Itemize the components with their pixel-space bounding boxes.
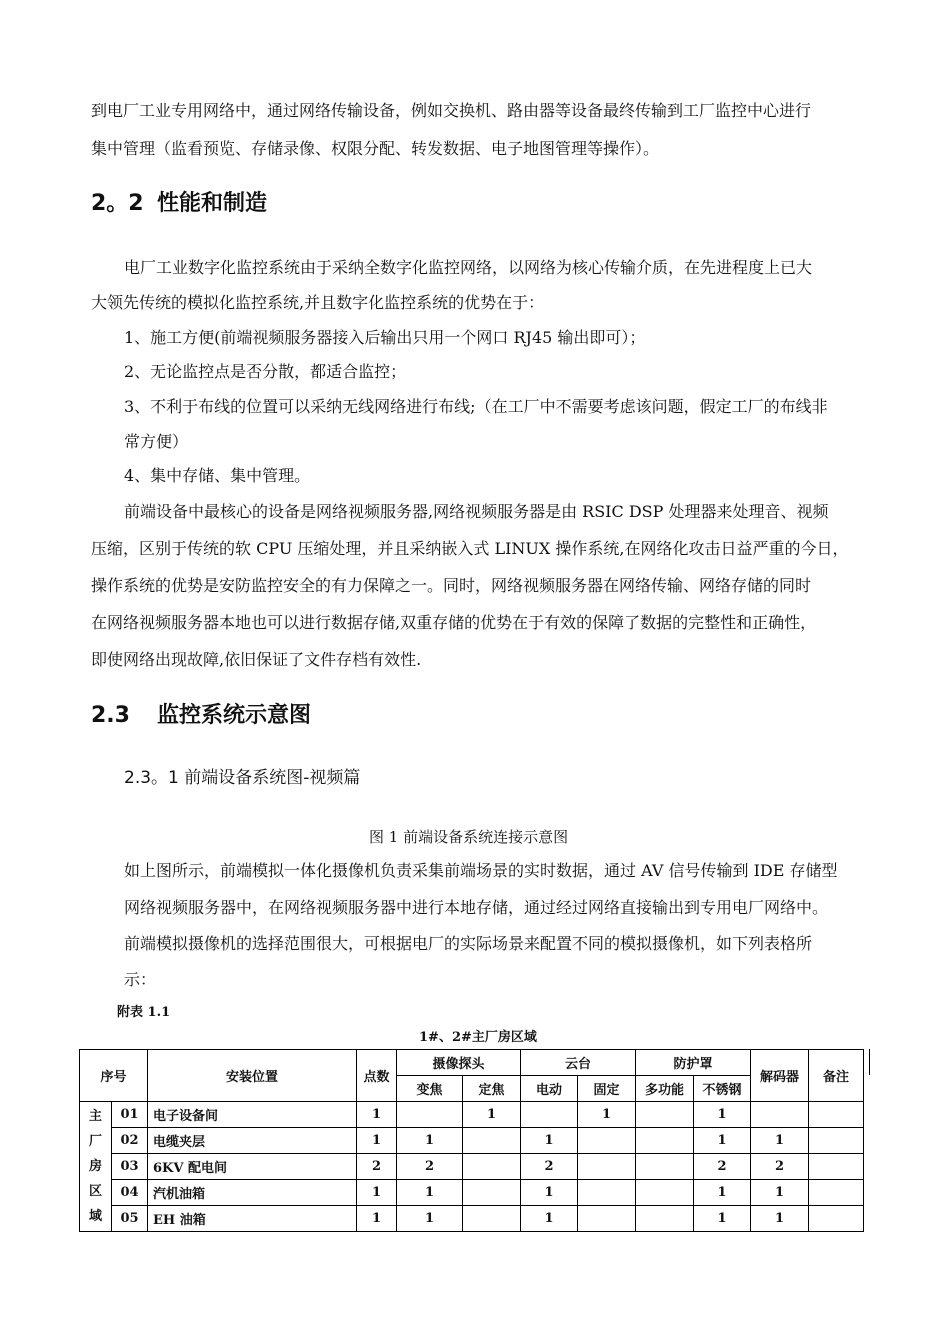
header-location: 安装位置 <box>148 1050 357 1102</box>
header-seq: 序号 <box>80 1050 148 1102</box>
paragraph-line: 网络视频服务器中，在网络视频服务器中进行本地存储，通过经过网络直接输出到专用电厂网络中。 <box>124 898 829 917</box>
paragraph-line: 操作系统的优势是安防监控安全的有力保障之一。同时，网络视频服务器在网络传输、网络存储的同时 <box>91 576 812 595</box>
header-ptz-fixed: 固定 <box>578 1076 636 1102</box>
cell-remark <box>809 1206 864 1232</box>
cell-steel: 2 <box>694 1154 751 1180</box>
table-row <box>80 1180 864 1206</box>
list-item: 4、集中存储、集中管理。 <box>124 466 311 485</box>
cell-multi <box>636 1154 694 1180</box>
cell-remark <box>809 1102 864 1128</box>
section-title: 监控系统示意图 <box>157 703 312 728</box>
header-decoder: 解码器 <box>751 1050 809 1102</box>
cell-decoder: 1 <box>751 1180 809 1206</box>
cell-decoder: 1 <box>751 1206 809 1232</box>
region-char: 主 <box>88 1109 102 1124</box>
region-char: 域 <box>88 1209 102 1224</box>
cell-points: 1 <box>357 1102 397 1128</box>
cell-decoder: 1 <box>751 1128 809 1154</box>
cell-fixed <box>463 1128 521 1154</box>
cell-fixed <box>463 1180 521 1206</box>
cell-steel: 1 <box>694 1206 751 1232</box>
region-char: 厂 <box>88 1134 102 1149</box>
cell-points: 1 <box>357 1128 397 1154</box>
header-housing-multi: 多功能 <box>636 1076 694 1102</box>
cell-steel: 1 <box>694 1102 751 1128</box>
table-title: 1#、2#主厂房区域 <box>419 1030 537 1045</box>
cell-decoder: 2 <box>751 1154 809 1180</box>
cell-electric <box>521 1102 578 1128</box>
cell-multi <box>636 1180 694 1206</box>
cell-no: 05 <box>112 1206 148 1232</box>
cell-remark <box>809 1180 864 1206</box>
cell-points: 1 <box>357 1206 397 1232</box>
cell-fixed <box>463 1206 521 1232</box>
figure-caption: 图 1 前端设备系统连接示意图 <box>369 828 569 846</box>
cell-fixed: 1 <box>463 1102 521 1128</box>
table-row <box>80 1102 864 1128</box>
cell-electric: 1 <box>521 1206 578 1232</box>
region-char: 区 <box>88 1184 102 1199</box>
paragraph-line: 前端设备中最核心的设备是网络视频服务器,网络视频服务器是由 RSIC DSP 处理器来处理音、视频 <box>124 502 829 521</box>
cell-ptz-fixed: 1 <box>578 1102 636 1128</box>
header-camera-fixed: 定焦 <box>463 1076 521 1102</box>
table-row <box>80 1154 864 1180</box>
cell-location: 汽机油箱 <box>148 1180 357 1206</box>
table-row <box>80 1128 864 1154</box>
cell-steel: 1 <box>694 1128 751 1154</box>
paragraph-line: 集中管理（监看预览、存储录像、权限分配、转发数据、电子地图管理等操作）。 <box>91 139 660 158</box>
paragraph-line: 在网络视频服务器本地也可以进行数据存储,双重存储的优势在于有效的保障了数据的完整性和正确性， <box>91 613 817 632</box>
header-camera-zoom: 变焦 <box>397 1076 463 1102</box>
cell-remark <box>809 1128 864 1154</box>
cell-multi <box>636 1206 694 1232</box>
table-row <box>80 1206 864 1232</box>
cell-location: EH 油箱 <box>148 1206 357 1232</box>
header-camera: 摄像探头 <box>397 1050 521 1076</box>
section-title: 性能和制造 <box>157 191 268 216</box>
section-number: 2。2 <box>91 191 144 216</box>
cell-zoom: 1 <box>397 1180 463 1206</box>
cell-decoder <box>751 1102 809 1128</box>
header-points: 点数 <box>357 1050 397 1102</box>
cell-no: 04 <box>112 1180 148 1206</box>
cell-points: 1 <box>357 1180 397 1206</box>
cell-location: 6KV 配电间 <box>148 1154 357 1180</box>
cell-zoom: 1 <box>397 1128 463 1154</box>
cell-electric: 1 <box>521 1128 578 1154</box>
cell-ptz-fixed <box>578 1206 636 1232</box>
cell-no: 03 <box>112 1154 148 1180</box>
cell-ptz-fixed <box>578 1128 636 1154</box>
paragraph-line: 示： <box>124 970 157 989</box>
list-item: 1、施工方便(前端视频服务器接入后输出只用一个网口 RJ45 输出即可）； <box>124 328 646 347</box>
paragraph-line: 大领先传统的模拟化监控系统,并且数字化监控系统的优势在于： <box>91 293 545 312</box>
cell-multi <box>636 1128 694 1154</box>
cell-zoom: 1 <box>397 1206 463 1232</box>
cell-location: 电缆夹层 <box>148 1128 357 1154</box>
paragraph-line: 压缩，区别于传统的软 CPU 压缩处理，并且采纳嵌入式 LINUX 操作系统,在网络化攻击日益严重的今日， <box>91 539 849 558</box>
cell-electric: 2 <box>521 1154 578 1180</box>
cell-points: 2 <box>357 1154 397 1180</box>
cell-remark <box>809 1154 864 1180</box>
section-heading-2-2 <box>91 190 267 218</box>
cell-multi <box>636 1102 694 1128</box>
header-ptz: 云台 <box>521 1050 636 1076</box>
paragraph-line: 即使网络出现故障,依旧保证了文件存档有效性. <box>91 650 422 669</box>
table-label: 附表 1.1 <box>117 1005 171 1020</box>
cell-steel: 1 <box>694 1180 751 1206</box>
header-housing-steel: 不锈钢 <box>694 1076 751 1102</box>
cell-electric: 1 <box>521 1180 578 1206</box>
cell-no: 01 <box>112 1102 148 1128</box>
cell-location: 电子设备间 <box>148 1102 357 1128</box>
cell-fixed <box>463 1154 521 1180</box>
cell-zoom: 2 <box>397 1154 463 1180</box>
region-cell <box>80 1102 112 1232</box>
region-char: 房 <box>88 1159 102 1174</box>
table-border-fragment <box>869 1049 870 1075</box>
list-item: 2、无论监控点是否分散，都适合监控； <box>124 362 407 381</box>
list-item: 常方便） <box>124 432 189 451</box>
paragraph-line: 如上图所示，前端模拟一体化摄像机负责采集前端场景的实时数据，通过 AV 信号传输到 IDE 存储型 <box>124 861 838 880</box>
cell-no: 02 <box>112 1128 148 1154</box>
cell-ptz-fixed <box>578 1180 636 1206</box>
cell-ptz-fixed <box>578 1154 636 1180</box>
subsection-heading: 2.3。1 前端设备系统图-视频篇 <box>124 768 361 788</box>
cell-zoom <box>397 1102 463 1128</box>
list-item: 3、不利于布线的位置可以采纳无线网络进行布线;（在工厂中不需要考虑该问题，假定工厂的布线非 <box>124 397 828 416</box>
paragraph-line: 前端模拟摄像机的选择范围很大，可根据电厂的实际场景来配置不同的模拟摄像机，如下列表格所 <box>124 934 813 953</box>
header-housing: 防护罩 <box>636 1050 751 1076</box>
section-number: 2.3 <box>91 703 130 728</box>
header-ptz-electric: 电动 <box>521 1076 578 1102</box>
equipment-table <box>79 1049 864 1232</box>
section-heading-2-3 <box>91 702 311 730</box>
header-remarks: 备注 <box>809 1050 864 1102</box>
paragraph-line: 到电厂工业专用网络中，通过网络传输设备，例如交换机、路由器等设备最终传输到工厂监控中心进行 <box>91 101 812 120</box>
paragraph-line: 电厂工业数字化监控系统由于采纳全数字化监控网络，以网络为核心传输介质，在先进程度上已大 <box>124 258 813 277</box>
